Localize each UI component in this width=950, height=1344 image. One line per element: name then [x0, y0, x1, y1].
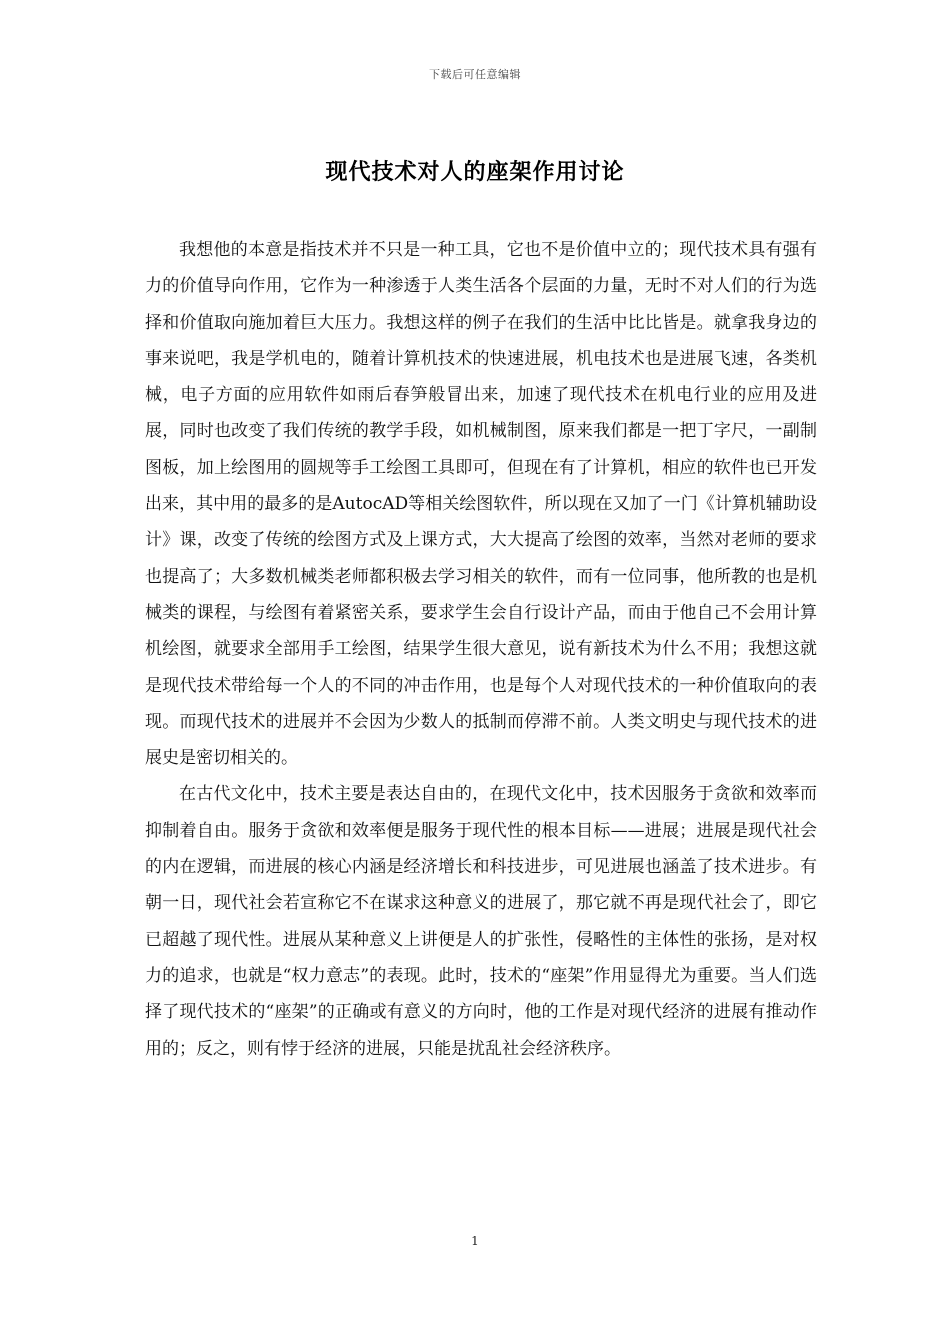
document-title: 现代技术对人的座架作用讨论 — [325, 160, 625, 185]
paragraph-1: 我想他的本意是指技术并不只是一种工具，它也不是价值中立的；现代技术具有强有力的价值导向作用，它作为一种渗透于人类生活各个层面的力量，无时不对人们的行为选择和价值取向施加着巨大压力。我想这样的例子在我们的生活中比比皆是。就拿我身边的事来说吧，我是学机电的，随着计算机技术的快速进展，机电技术也是进展飞速，各类机械，电子方面的应用软件如雨后春笋般冒出来，加速了现代技术在机电行业的应用及进展，同时也改变了我们传统的教学手段，如机械制图，原来我们都是一把丁字尺，一副制图板，加上绘图用的圆规等手工绘图工具即可，但现在有了计算机，相应的软件也已开发出来，其中用的最多的是AutocAD等相关绘图软件，所以现在又加了一门《计算机辅助设计》课，改变了传统的绘图方式及上课方式，大大提高了绘图的效率，当然对老师的要求也提高了；大多数机械类老师都积极去学习相关的软件，而有一位同事，他所教的也是机械类的课程，与绘图有着紧密关系，要求学生会自行设计产品，而由于他自己不会用计算机绘图，就要求全部用手工绘图，结果学生很大意见，说有新技术为什么不用；我想这就是现代技术带给每一个人的不同的冲击作用，也是每个人对现代技术的一种价值取向的表现。而现代技术的进展并不会因为少数人的抵制而停滞不前。人类文明史与现代技术的进展史是密切相关的。 — [145, 240, 817, 769]
page-number: 1 — [471, 1234, 479, 1248]
document-body — [145, 232, 817, 1067]
header-note: 下载后可任意编辑 — [429, 68, 521, 81]
paragraph-2: 在古代文化中，技术主要是表达自由的，在现代文化中，技术因服务于贪欲和效率而抑制着自由。服务于贪欲和效率便是服务于现代性的根本目标——进展；进展是现代社会的内在逻辑，而进展的核心内涵是经济增长和科技进步，可见进展也涵盖了技术进步。有朝一日，现代社会若宣称它不在谋求这种意义的进展了，那它就不再是现代社会了，即它已超越了现代性。进展从某种意义上讲便是人的扩张性，侵略性的主体性的张扬，是对权力的追求，也就是“权力意志”的表现。此时，技术的“座架”作用显得尤为重要。当人们选择了现代技术的“座架”的正确或有意义的方向时，他的工作是对现代经济的进展有推动作用的；反之，则有悖于经济的进展，只能是扰乱社会经济秩序。 — [145, 784, 817, 1059]
